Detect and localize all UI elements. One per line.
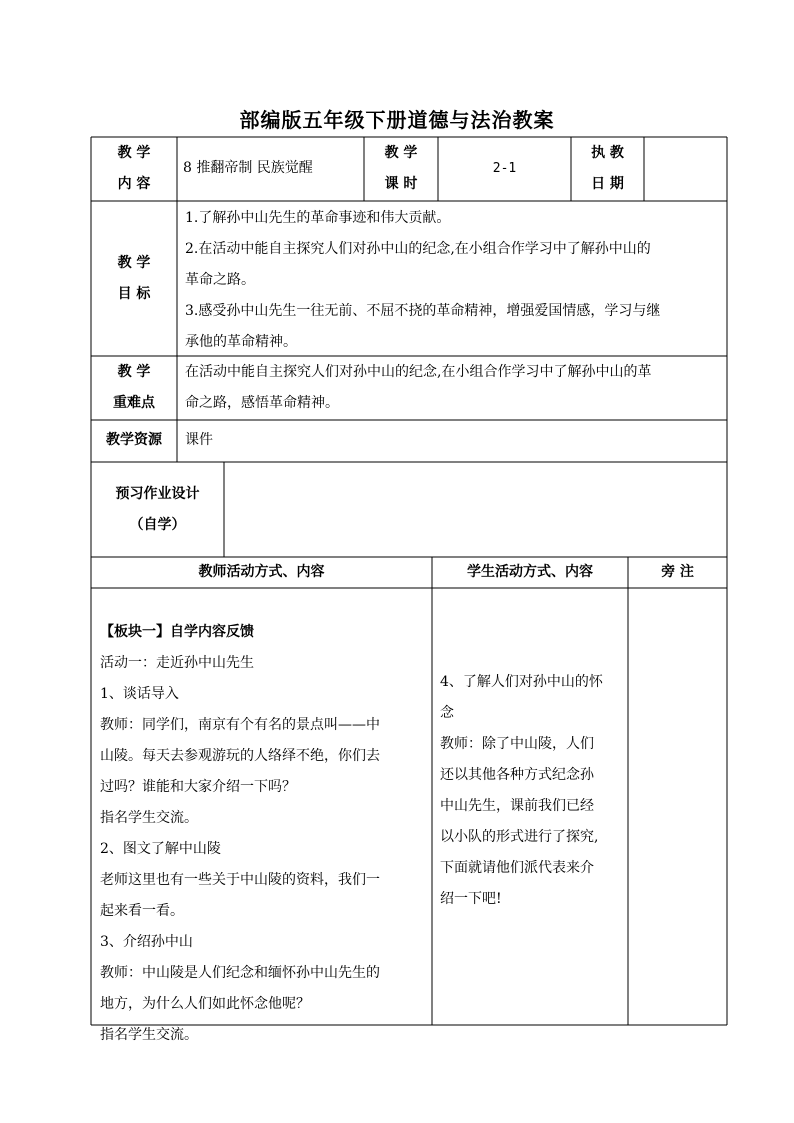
preview-label-line1: 预习作业设计	[115, 486, 200, 502]
date-label-line1: 执 教	[591, 145, 624, 161]
student-line: 绍一下吧!	[440, 891, 502, 907]
goals-label-line2: 目 标	[117, 286, 151, 302]
teacher-line: 指名学生交流。	[100, 1027, 198, 1043]
content-label-line2: 内 容	[117, 176, 151, 192]
goals-label-line1: 教 学	[117, 255, 151, 271]
student-line: 以小队的形式进行了探究,	[440, 829, 599, 845]
content-label-line1: 教 学	[117, 145, 151, 161]
student-column-header: 学生活动方式、内容	[467, 564, 593, 580]
teacher-line: 老师这里也有一些关于中山陵的资料，我们一	[100, 872, 380, 888]
student-line: 中山先生，课前我们已经	[440, 798, 594, 814]
lesson-content-value: 8 推翻帝制 民族觉醒	[183, 160, 313, 176]
teacher-line: 活动一：走近孙中山先生	[100, 655, 254, 671]
lesson-period-value: 2-1	[492, 161, 517, 176]
note-column-header: 旁 注	[661, 564, 694, 580]
resources-label: 教学资源	[106, 432, 162, 448]
teacher-line: 教师：中山陵是人们纪念和缅怀孙中山先生的	[100, 965, 380, 981]
goal-line: 3.感受孙中山先生一往无前、不屈不挠的革命精神，增强爱国情感，学习与继	[185, 303, 661, 319]
goal-line: 2.在活动中能自主探究人们对孙中山的纪念,在小组合作学习中了解孙中山的	[185, 241, 651, 257]
teacher-line: 1、谈话导入	[100, 686, 179, 702]
teacher-line: 教师：同学们，南京有个有名的景点叫——中	[100, 717, 380, 733]
student-line: 念	[440, 705, 454, 721]
student-activity-text	[440, 667, 603, 915]
teacher-line: 【板块一】自学内容反馈	[100, 624, 254, 640]
resources-value: 课件	[185, 432, 213, 448]
student-line: 4、了解人们对孙中山的怀	[440, 674, 603, 690]
student-line: 教师：除了中山陵，人们	[440, 736, 594, 752]
teacher-line: 地方，为什么人们如此怀念他呢？	[100, 996, 310, 1012]
teacher-activity-text	[100, 617, 380, 1051]
student-line: 还以其他各种方式纪念孙	[440, 767, 594, 783]
student-line: 下面就请他们派代表来介	[440, 860, 594, 876]
goal-line: 革命之路。	[185, 272, 255, 288]
date-label-line2: 日 期	[591, 176, 624, 192]
teacher-line: 3、介绍孙中山	[100, 934, 193, 950]
keypoints-text	[185, 357, 651, 419]
teacher-line: 2、图文了解中山陵	[100, 841, 221, 857]
keypoint-line: 命之路，感悟革命精神。	[185, 395, 339, 411]
period-label-line1: 教 学	[384, 145, 418, 161]
teacher-line: 山陵。每天去参观游玩的人络绎不绝，你们去	[100, 748, 380, 764]
keypoints-label-line2: 重难点	[113, 395, 155, 411]
goals-text	[185, 203, 660, 358]
keypoint-line: 在活动中能自主探究人们对孙中山的纪念,在小组合作学习中了解孙中山的革	[185, 364, 652, 380]
preview-label-line2: （自学）	[129, 517, 186, 533]
period-label-line2: 课 时	[384, 176, 418, 192]
teacher-line: 起来看一看。	[100, 903, 184, 919]
goal-line: 1.了解孙中山先生的革命事迹和伟大贡献。	[185, 210, 451, 226]
teacher-line: 过吗？谁能和大家介绍一下吗？	[100, 779, 296, 795]
document-title: 部编版五年级下册道德与法治教案	[239, 108, 555, 132]
keypoints-label-line1: 教 学	[117, 364, 151, 380]
goal-line: 承他的革命精神。	[185, 334, 297, 350]
teacher-column-header: 教师活动方式、内容	[198, 564, 325, 580]
teacher-line: 指名学生交流。	[100, 810, 198, 826]
